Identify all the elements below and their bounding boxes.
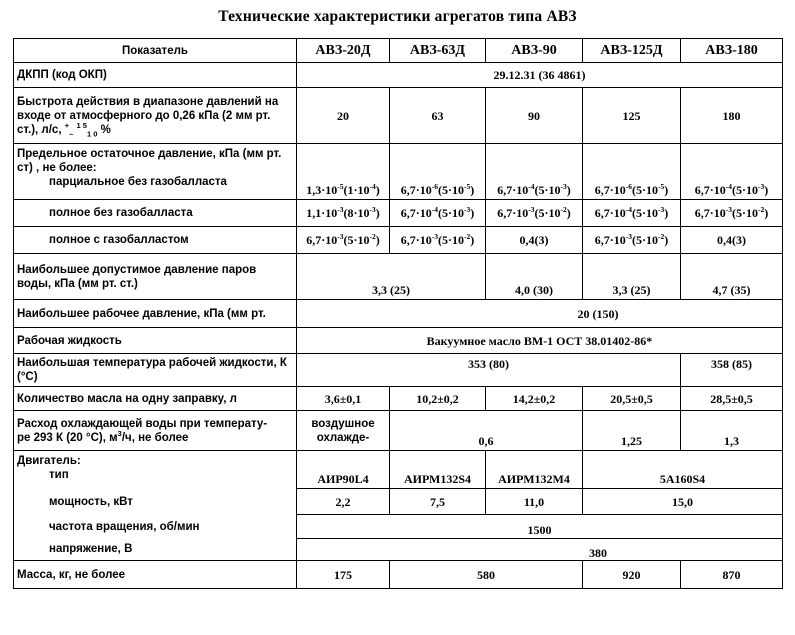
work-pressure-row bbox=[14, 300, 783, 328]
fluid-row bbox=[14, 328, 783, 354]
speed-value: 20 bbox=[297, 88, 390, 144]
speed-value: 180 bbox=[681, 88, 783, 144]
residual-value: $1,1\cdot 10^{-3}(8\cdot 10^{-3})$ bbox=[297, 200, 390, 227]
oil-value: 14,2±0,2 bbox=[486, 387, 583, 411]
engine-type-value: АИРМ132S4 bbox=[390, 451, 486, 489]
engine-speed-value: 1500 bbox=[297, 515, 783, 539]
residual-ballast-label: полное с газобалластом bbox=[14, 227, 297, 254]
engine-voltage-value: 380 bbox=[297, 539, 783, 561]
engine-type-label: Двигатель: тип bbox=[14, 451, 297, 489]
okp-label: ДКПП (код ОКП) bbox=[14, 63, 297, 88]
engine-power-value: 15,0 bbox=[583, 489, 783, 515]
spec-table bbox=[13, 38, 783, 589]
vapor-value: 4,7 (35) bbox=[681, 254, 783, 300]
engine-voltage-label: напряжение, В bbox=[14, 539, 297, 561]
engine-voltage-row bbox=[14, 539, 783, 561]
work-pressure-label: Наибольшее рабочее давление, кПа (мм рт. bbox=[14, 300, 297, 328]
okp-row bbox=[14, 63, 783, 88]
table-title: Технические характеристики агрегатов типа АВЗ bbox=[218, 8, 577, 25]
engine-power-value: 7,5 bbox=[390, 489, 486, 515]
temperature-value: 358 (85) bbox=[681, 354, 783, 387]
mass-value: 870 bbox=[681, 561, 783, 589]
residual-value: $6,7\cdot 10^{-3}(5\cdot 10^{-2})$ bbox=[681, 200, 783, 227]
water-value: 1,25 bbox=[583, 411, 681, 451]
header-avz-90: АВЗ-90 bbox=[486, 39, 583, 63]
residual-value: $6,7\cdot 10^{-3}(5\cdot 10^{-2})$ bbox=[297, 227, 390, 254]
residual-value: 0,4(3) bbox=[486, 227, 583, 254]
residual-value: $6,7\cdot 10^{-6}(5\cdot 10^{-5})$ bbox=[390, 144, 486, 200]
residual-value: $6,7\cdot 10^{-4}(5\cdot 10^{-3})$ bbox=[681, 144, 783, 200]
mass-value: 175 bbox=[297, 561, 390, 589]
residual-value: $6,7\cdot 10^{-3}(5\cdot 10^{-2})$ bbox=[486, 200, 583, 227]
engine-type-value: АИРМ132М4 bbox=[486, 451, 583, 489]
header-avz-180: АВЗ-180 bbox=[681, 39, 783, 63]
header-indicator: Показатель bbox=[14, 39, 297, 63]
speed-value: 90 bbox=[486, 88, 583, 144]
engine-speed-label: частота вращения, об/мин bbox=[14, 515, 297, 539]
vapor-label: Наибольшее допустимое давление паров воды, кПа (мм рт. ст.) bbox=[14, 254, 297, 300]
mass-row bbox=[14, 561, 783, 589]
engine-power-value: 11,0 bbox=[486, 489, 583, 515]
fluid-value: Вакуумное масло ВМ-1 ОСТ 38.01402-86* bbox=[297, 328, 783, 354]
residual-value: $6,7\cdot 10^{-3}(5\cdot 10^{-2})$ bbox=[583, 227, 681, 254]
water-value: воздушное охлажде- bbox=[297, 411, 390, 451]
temperature-row bbox=[14, 354, 783, 387]
temperature-value: 353 (80) bbox=[297, 354, 681, 387]
residual-row-ballast bbox=[14, 227, 783, 254]
water-row bbox=[14, 411, 783, 451]
residual-value: 0,4(3) bbox=[681, 227, 783, 254]
water-value: 1,3 bbox=[681, 411, 783, 451]
engine-type-value: АИР90L4 bbox=[297, 451, 390, 489]
oil-value: 3,6±0,1 bbox=[297, 387, 390, 411]
vapor-value: 3,3 (25) bbox=[297, 254, 486, 300]
oil-value: 10,2±0,2 bbox=[390, 387, 486, 411]
residual-row-partial bbox=[14, 144, 783, 200]
mass-label: Масса, кг, не более bbox=[14, 561, 297, 589]
vapor-value: 3,3 (25) bbox=[583, 254, 681, 300]
residual-value: $6,7\cdot 10^{-6}(5\cdot 10^{-5})$ bbox=[583, 144, 681, 200]
residual-value: $6,7\cdot 10^{-4}(5\cdot 10^{-3})$ bbox=[583, 200, 681, 227]
oil-value: 28,5±0,5 bbox=[681, 387, 783, 411]
vapor-row bbox=[14, 254, 783, 300]
header-avz-125d: АВЗ-125Д bbox=[583, 39, 681, 63]
residual-value: $1,3\cdot 10^{-5}(1\cdot 10^{-4})$ bbox=[297, 144, 390, 200]
header-avz-63d: АВЗ-63Д bbox=[390, 39, 486, 63]
engine-type-value: 5А160S4 bbox=[583, 451, 783, 489]
speed-value: 125 bbox=[583, 88, 681, 144]
speed-label: Быстрота действия в диапазоне давлений на входе от атмосферного до 0,26 кПа (2 мм рт. ст.), л/с, +$_-$ $^{1 5}_{1 0}$ % bbox=[14, 88, 297, 144]
temperature-label: Наибольшая температура рабочей жидкости, К (°С) bbox=[14, 354, 297, 387]
engine-type-row bbox=[14, 451, 783, 489]
engine-power-label: мощность, кВт bbox=[14, 489, 297, 515]
water-label: Расход охлаждающей воды при температу- ре 293 К (20 °С), $м^3/ч$, не более bbox=[14, 411, 297, 451]
speed-value: 63 bbox=[390, 88, 486, 144]
residual-row-full bbox=[14, 200, 783, 227]
engine-power-row bbox=[14, 489, 783, 515]
mass-value: 920 bbox=[583, 561, 681, 589]
oil-row bbox=[14, 387, 783, 411]
water-value: 0,6 bbox=[390, 411, 583, 451]
residual-value: $6,7\cdot 10^{-3}(5\cdot 10^{-2})$ bbox=[390, 227, 486, 254]
okp-value: 29.12.31 (36 4861) bbox=[297, 63, 783, 88]
engine-speed-row bbox=[14, 515, 783, 539]
oil-value: 20,5±0,5 bbox=[583, 387, 681, 411]
work-pressure-value: 20 (150) bbox=[297, 300, 783, 328]
residual-value: $6,7\cdot 10^{-4}(5\cdot 10^{-3})$ bbox=[486, 144, 583, 200]
fluid-label: Рабочая жидкость bbox=[14, 328, 297, 354]
oil-label: Количество масла на одну заправку, л bbox=[14, 387, 297, 411]
header-avz-20d: АВЗ-20Д bbox=[297, 39, 390, 63]
speed-row bbox=[14, 88, 783, 144]
mass-value: 580 bbox=[390, 561, 583, 589]
vapor-value: 4,0 (30) bbox=[486, 254, 583, 300]
residual-full-label: полное без газобалласта bbox=[14, 200, 297, 227]
residual-label: Предельное остаточное давление, кПа (мм рт. ст) , не более: парциальное без газобалласта bbox=[14, 144, 297, 200]
engine-power-value: 2,2 bbox=[297, 489, 390, 515]
header-row bbox=[14, 39, 783, 63]
residual-value: $6,7\cdot 10^{-4}(5\cdot 10^{-3})$ bbox=[390, 200, 486, 227]
